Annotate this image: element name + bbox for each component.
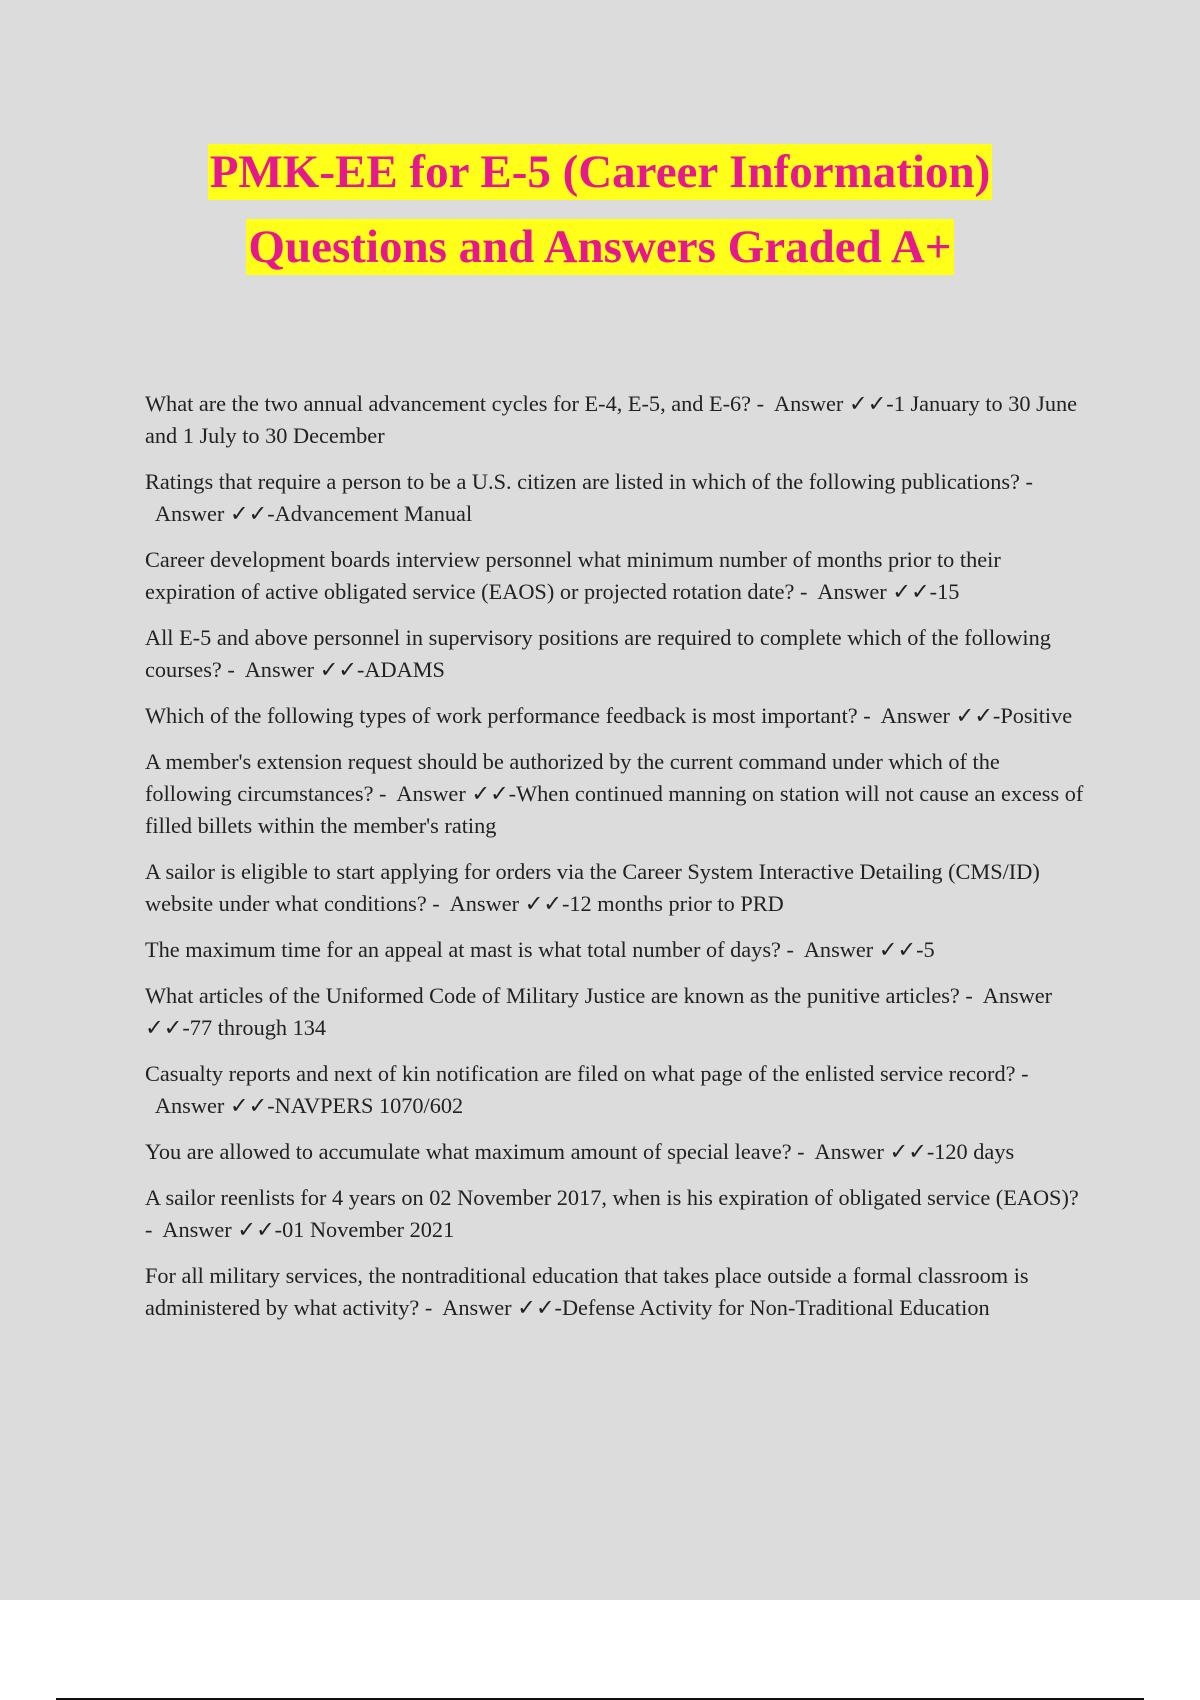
answer-text: Advancement Manual [274, 501, 473, 526]
question-text: You are allowed to accumulate what maximum amount of special leave? - [145, 1139, 805, 1164]
answer-text: ADAMS [364, 657, 445, 682]
question-text: A member's extension request should be authorized by the current command under which of the following circumstances? - [145, 749, 1000, 806]
qa-item [145, 1182, 1085, 1246]
qa-item [145, 1058, 1085, 1122]
qa-item [145, 388, 1085, 452]
qa-item [145, 856, 1085, 920]
qa-item [145, 1260, 1085, 1324]
qa-list [145, 388, 1085, 1338]
answer-marker: Answer ✓✓- [154, 1093, 275, 1118]
answer-text: Defense Activity for Non-Traditional Education [561, 1295, 990, 1320]
question-text: The maximum time for an appeal at mast is what total number of days? - [145, 937, 794, 962]
answer-marker: Answer ✓✓- [803, 937, 924, 962]
question-text: Ratings that require a person to be a U.S. citizen are listed in which of the following publications? - [145, 469, 1033, 494]
question-text: Casualty reports and next of kin notification are filed on what page of the enlisted service record? - [145, 1061, 1029, 1086]
question-text: All E-5 and above personnel in supervisory positions are required to complete which of the following courses? - [145, 625, 1051, 682]
answer-text: 77 through 134 [189, 1015, 327, 1040]
answer-text: NAVPERS 1070/602 [274, 1093, 464, 1118]
question-text: What are the two annual advancement cycles for E-4, E-5, and E-6? - [145, 391, 765, 416]
answer-text: 5 [923, 937, 935, 962]
document-title [0, 140, 1200, 290]
answer-marker: Answer ✓✓- [145, 983, 1053, 1040]
answer-marker: Answer ✓✓- [244, 657, 365, 682]
question-text: A sailor is eligible to start applying for orders via the Career System Interactive Detailing (CMS/ID) website under what conditions? - [145, 859, 1040, 916]
answer-marker: Answer ✓✓- [154, 501, 275, 526]
qa-item [145, 700, 1085, 732]
title-line-2: Questions and Answers Graded A+ [248, 221, 952, 273]
answer-text: 120 days [934, 1139, 1015, 1164]
title-line-1: PMK-EE for E-5 (Career Information) [209, 146, 991, 198]
answer-marker: Answer ✓✓- [162, 1217, 283, 1242]
qa-item [145, 746, 1085, 842]
answer-text: Positive [1000, 703, 1073, 728]
answer-text: 01 November 2021 [282, 1217, 455, 1242]
qa-item [145, 934, 1085, 966]
qa-item [145, 466, 1085, 530]
answer-marker: Answer ✓✓- [880, 703, 1001, 728]
answer-text: 1 January to 30 June and 1 July to 30 December [145, 391, 1078, 448]
answer-marker: Answer ✓✓- [774, 391, 894, 416]
answer-text: 12 months prior to PRD [569, 891, 784, 916]
answer-marker: Answer ✓✓- [396, 781, 517, 806]
answer-marker: Answer ✓✓- [449, 891, 570, 916]
question-text: Career development boards interview personnel what minimum number of months prior to their expiration of active obligated service (EAOS) or projected rotation date? - [145, 547, 1001, 604]
qa-item [145, 980, 1085, 1044]
answer-marker: Answer ✓✓- [442, 1295, 562, 1320]
answer-text: When continued manning on station will not cause an excess of filled billets within the member's rating [145, 781, 1084, 838]
qa-item [145, 1136, 1085, 1168]
question-text: A sailor reenlists for 4 years on 02 November 2017, when is his expiration of obligated service (EAOS)? - [145, 1185, 1079, 1242]
qa-item [145, 544, 1085, 608]
question-text: For all military services, the nontraditional education that takes place outside a formal classroom is administered by what activity? - [145, 1263, 1029, 1320]
question-text: What articles of the Uniformed Code of Military Justice are known as the punitive articles? - [145, 983, 973, 1008]
answer-text: 15 [937, 579, 960, 604]
question-text: Which of the following types of work performance feedback is most important? - [145, 703, 871, 728]
answer-marker: Answer ✓✓- [817, 579, 938, 604]
qa-item [145, 622, 1085, 686]
answer-marker: Answer ✓✓- [814, 1139, 935, 1164]
